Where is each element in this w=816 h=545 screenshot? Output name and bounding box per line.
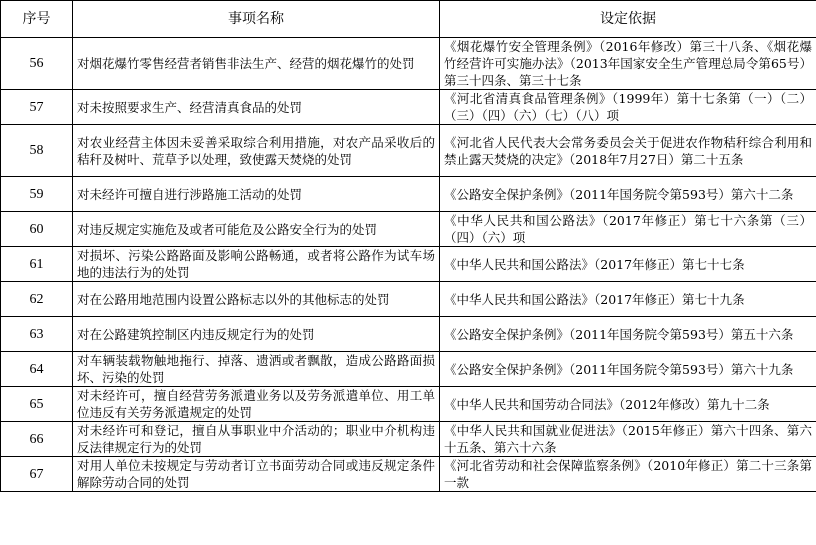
- table-row: [1, 352, 816, 387]
- table-row: [1, 212, 816, 247]
- row-seq: 64: [1, 352, 73, 387]
- row-name: 对未按照要求生产、经营清真食品的处罚: [73, 90, 440, 125]
- row-name: 对未经许可，擅自经营劳务派遣业务以及劳务派遣单位、用工单位违反有关劳务派遣规定的处罚: [73, 387, 440, 422]
- table-row: [1, 90, 816, 125]
- row-basis: 《河北省劳动和社会保障监察条例》（2010年修正）第二十三条第一款: [440, 457, 816, 492]
- header-basis: 设定依据: [440, 1, 816, 38]
- table-row: [1, 387, 816, 422]
- table-row: [1, 317, 816, 352]
- row-name: 对在公路用地范围内设置公路标志以外的其他标志的处罚: [73, 282, 440, 317]
- row-name: 对在公路建筑控制区内违反规定行为的处罚: [73, 317, 440, 352]
- table-row: [1, 177, 816, 212]
- row-basis: 《中华人民共和国劳动合同法》（2012年修改）第九十二条: [440, 387, 816, 422]
- table-row: [1, 422, 816, 457]
- row-seq: 66: [1, 422, 73, 457]
- row-seq: 62: [1, 282, 73, 317]
- row-name: 对农业经营主体因未妥善采取综合利用措施，对农产品采收后的秸秆及树叶、荒草予以处理，致使露天焚烧的处罚: [73, 125, 440, 177]
- row-name: 对车辆装载物触地拖行、掉落、遗洒或者飘散，造成公路路面损坏、污染的处罚: [73, 352, 440, 387]
- row-seq: 67: [1, 457, 73, 492]
- row-seq: 63: [1, 317, 73, 352]
- row-name: 对烟花爆竹零售经营者销售非法生产、经营的烟花爆竹的处罚: [73, 38, 440, 90]
- row-seq: 59: [1, 177, 73, 212]
- row-name: 对未经许可和登记，擅自从事职业中介活动的；职业中介机构违反法律规定行为的处罚: [73, 422, 440, 457]
- row-basis: 《中华人民共和国公路法》（2017年修正）第七十六条第（三）（四）（六）项: [440, 212, 816, 247]
- row-name: 对未经许可擅自进行涉路施工活动的处罚: [73, 177, 440, 212]
- row-basis: 《河北省清真食品管理条例》（1999年）第十七条第（一）（二）（三）（四）（六）（七）（八）项: [440, 90, 816, 125]
- table-header-row: [1, 1, 816, 38]
- row-seq: 56: [1, 38, 73, 90]
- row-seq: 61: [1, 247, 73, 282]
- row-name: 对损坏、污染公路路面及影响公路畅通，或者将公路作为试车场地的违法行为的处罚: [73, 247, 440, 282]
- table-row: [1, 282, 816, 317]
- row-basis: 《烟花爆竹安全管理条例》（2016年修改）第三十八条、《烟花爆竹经营许可实施办法》（2013年国家安全生产管理总局令第65号）第三十四条、第三十七条: [440, 38, 816, 90]
- header-name: 事项名称: [73, 1, 440, 38]
- row-basis: 《公路安全保护条例》（2011年国务院令第593号）第六十九条: [440, 352, 816, 387]
- header-seq: 序号: [1, 1, 73, 38]
- row-basis: 《中华人民共和国公路法》（2017年修正）第七十九条: [440, 282, 816, 317]
- row-seq: 57: [1, 90, 73, 125]
- row-basis: 《公路安全保护条例》（2011年国务院令第593号）第六十二条: [440, 177, 816, 212]
- row-basis: 《中华人民共和国公路法》（2017年修正）第七十七条: [440, 247, 816, 282]
- row-seq: 65: [1, 387, 73, 422]
- row-basis: 《河北省人民代表大会常务委员会关于促进农作物秸秆综合利用和禁止露天焚烧的决定》（2018年7月27日）第二十五条: [440, 125, 816, 177]
- table-row: [1, 457, 816, 492]
- row-basis: 《中华人民共和国就业促进法》（2015年修正）第六十四条、第六十五条、第六十六条: [440, 422, 816, 457]
- row-seq: 60: [1, 212, 73, 247]
- row-seq: 58: [1, 125, 73, 177]
- row-basis: 《公路安全保护条例》（2011年国务院令第593号）第五十六条: [440, 317, 816, 352]
- row-name: 对违反规定实施危及或者可能危及公路安全行为的处罚: [73, 212, 440, 247]
- table-row: [1, 247, 816, 282]
- table-row: [1, 125, 816, 177]
- table-row: [1, 38, 816, 90]
- row-name: 对用人单位未按规定与劳动者订立书面劳动合同或违反规定条件解除劳动合同的处罚: [73, 457, 440, 492]
